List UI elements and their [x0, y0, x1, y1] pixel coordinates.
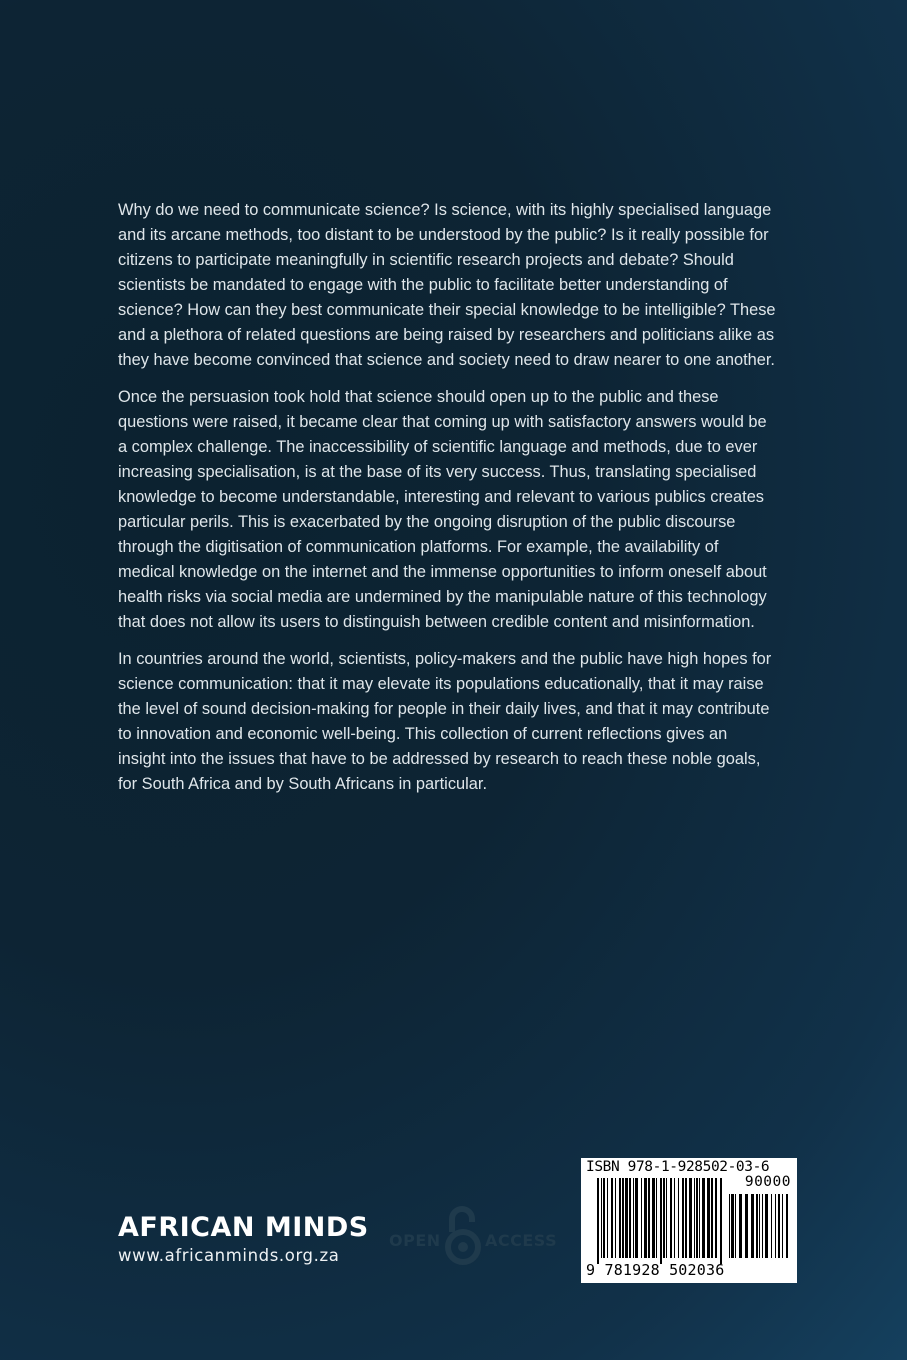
barcode-bar	[619, 1178, 621, 1258]
barcode-bar	[689, 1178, 692, 1258]
barcode-bar	[756, 1194, 758, 1258]
open-access-logo	[389, 1205, 558, 1267]
open-access-left-word: OPEN	[389, 1231, 441, 1250]
barcode-bar	[759, 1194, 760, 1258]
publisher-name: AFRICAN MINDS	[118, 1212, 369, 1243]
barcode-bar	[699, 1178, 700, 1258]
barcode-bar	[622, 1178, 624, 1258]
barcode-bar	[644, 1178, 647, 1258]
barcode-bar	[707, 1178, 710, 1258]
open-access-lock-icon	[443, 1205, 483, 1267]
barcode-bar	[674, 1178, 675, 1258]
price-addon-code: 90000	[744, 1174, 791, 1190]
publisher-logo	[118, 1212, 369, 1265]
barcode-bar	[625, 1178, 628, 1258]
barcode-bar	[782, 1194, 783, 1258]
open-access-right-word: ACCESS	[485, 1231, 558, 1250]
barcode-bar	[633, 1178, 634, 1258]
barcode-bar	[663, 1178, 665, 1258]
barcode-bar	[771, 1194, 772, 1258]
barcode-bar	[611, 1178, 613, 1258]
barcode-bar	[597, 1178, 599, 1264]
barcode-bar	[711, 1178, 713, 1258]
publisher-url: www.africanminds.org.za	[118, 1246, 340, 1265]
barcode-bar	[635, 1178, 638, 1258]
barcode-digits: 9 781928 502036	[586, 1261, 725, 1279]
barcode-bar	[607, 1178, 608, 1258]
barcode-bar	[648, 1178, 650, 1258]
blurb-paragraph-1: Why do we need to communicate science? Is science, with its highly specialised language and its arcane methods, too distant to be understood by the public? Is it really possible for citizens to participate meaningfully in scientific research projects and debate? Should scientists be mandated to engage with the public to facilitate better understanding of science? How can they best communicate their special knowledge to be intelligible? These and a plethora of related questions are being raised by researchers and politicians alike as they have become convinced that science and society need to draw nearer to one another.	[118, 201, 776, 369]
barcode-bar	[656, 1178, 657, 1258]
isbn-barcode	[581, 1158, 797, 1283]
barcode-bar	[735, 1194, 736, 1258]
barcode-bar	[762, 1194, 763, 1258]
barcode-bar	[678, 1178, 679, 1258]
barcode-bar	[660, 1178, 662, 1264]
back-cover-blurb	[118, 198, 778, 809]
blurb-paragraph-2: Once the persuasion took hold that science should open up to the public and these questions were raised, it became clear that coming up with satisfactory answers would be a complex challenge. The inaccessibility of scientific language and methods, due to ever increasing specialisation, is at the base of its very success. Thus, translating specialised knowledge to become understandable, interesting and relevant to various publics creates particular perils. This is exacerbated by the ongoing disruption of the public discourse through the digitisation of communication platforms. For example, the availability of medical knowledge on the internet and the immense opportunities to inform oneself about health risks via social media are undermined by the manipulable nature of this technology that does not allow its users to distinguish between credible content and misinformation.	[118, 388, 767, 631]
barcode-bar	[751, 1194, 754, 1258]
barcode-bar	[731, 1194, 734, 1258]
barcode-bar	[778, 1194, 780, 1258]
barcode-bar	[715, 1178, 717, 1258]
barcode-bar	[682, 1178, 684, 1258]
barcode-bar	[615, 1178, 616, 1258]
barcode-bar	[696, 1178, 698, 1258]
barcode-bar	[670, 1178, 672, 1258]
barcode-bar	[729, 1194, 730, 1258]
barcode-bar	[786, 1194, 788, 1258]
isbn-label: ISBN 978-1-928502-03-6	[586, 1159, 770, 1175]
barcode-bar	[652, 1178, 655, 1258]
blurb-paragraph-3: In countries around the world, scientists, policy-makers and the public have high hopes for science communication: that it may elevate its populations educationally, that it may raise the level of sound decision-making for people in their daily lives, and that it may contribute to innovation and economic well-being. This collection of current reflections gives an insight into the issues that have to be addressed by research to reach these noble goals, for South Africa and by South Africans in particular.	[118, 650, 772, 793]
barcode-bar	[765, 1194, 768, 1258]
barcode-bar	[745, 1194, 748, 1258]
barcode-bar	[601, 1178, 602, 1258]
barcode-bar	[603, 1178, 605, 1258]
barcode-bar	[775, 1194, 776, 1258]
barcode-bar	[629, 1178, 631, 1258]
barcode-bar	[666, 1178, 667, 1258]
barcode-bar	[702, 1178, 705, 1258]
barcode-bar	[641, 1178, 642, 1258]
barcode-bar	[739, 1194, 742, 1258]
barcode-bar	[720, 1178, 722, 1264]
barcode-bar	[694, 1178, 695, 1258]
barcode-bar	[685, 1178, 687, 1258]
